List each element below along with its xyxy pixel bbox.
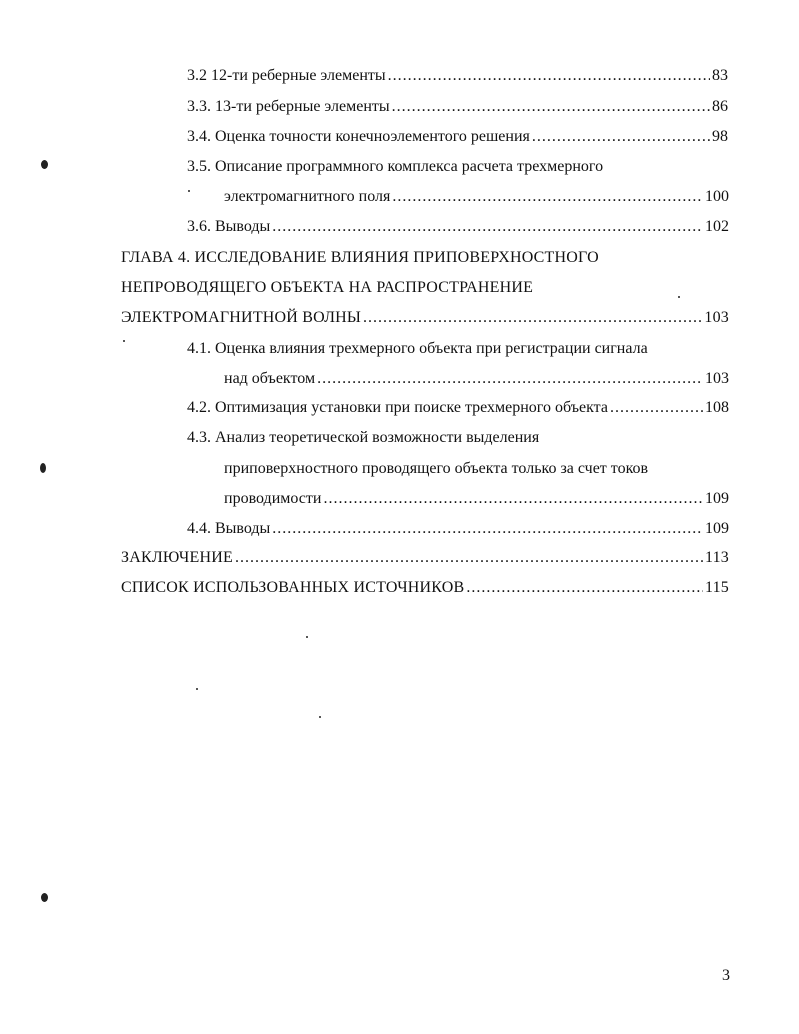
- toc-entry-page: 113: [704, 549, 729, 566]
- toc-entry-title: ЭЛЕКТРОМАГНИТНОЙ ВОЛНЫ: [121, 309, 362, 326]
- toc-entry-title-line1: 4.3. Анализ теоретической возможности выделения: [187, 429, 540, 446]
- toc-entry: [187, 97, 728, 117]
- dot-leader: [388, 66, 710, 86]
- scan-speck: [40, 463, 46, 473]
- toc-entry-page: 83: [712, 67, 728, 84]
- toc-entry-title: проводимости: [224, 490, 322, 507]
- toc-entry: [224, 369, 729, 389]
- toc-entry-title: 4.4. Выводы: [187, 520, 271, 537]
- toc-entry-page: 115: [704, 579, 729, 596]
- dot-leader: [363, 308, 702, 328]
- toc-entry: [187, 519, 729, 539]
- dot-leader: [272, 217, 703, 237]
- chapter-title-line1: ГЛАВА 4. ИССЛЕДОВАНИЕ ВЛИЯНИЯ ПРИПОВЕРХНОСТНОГО: [121, 249, 599, 266]
- toc-entry: [187, 398, 729, 418]
- toc-entry-page: 103: [705, 370, 729, 387]
- dot-leader: [323, 489, 703, 509]
- toc-entry-page: 102: [705, 218, 729, 235]
- toc-entry-page: 100: [705, 188, 729, 205]
- dot-leader: [532, 127, 710, 147]
- toc-entry: [187, 217, 729, 237]
- toc-entry-page: 109: [705, 490, 729, 507]
- scan-speck: [678, 296, 680, 298]
- toc-entry-title: электромагнитного поля: [224, 188, 391, 205]
- toc-entry: [121, 578, 729, 598]
- dot-leader: [317, 369, 703, 389]
- chapter-title-line2: НЕПРОВОДЯЩЕГО ОБЪЕКТА НА РАСПРОСТРАНЕНИЕ: [121, 279, 534, 296]
- toc-entry: [121, 548, 729, 568]
- toc-entry-page: 108: [705, 399, 729, 416]
- dot-leader: [392, 187, 703, 207]
- toc-entry-title: 3.6. Выводы: [187, 218, 271, 235]
- toc-entry-title: СПИСОК ИСПОЛЬЗОВАННЫХ ИСТОЧНИКОВ: [121, 579, 465, 596]
- toc-entry-title: ЗАКЛЮЧЕНИЕ: [121, 549, 233, 566]
- dot-leader: [466, 578, 703, 598]
- toc-entry-title-line2: приповерхностного проводящего объекта только за счет токов: [224, 460, 649, 477]
- toc-entry: [187, 127, 728, 147]
- toc-entry-title-line1: 3.5. Описание программного комплекса расчета трехмерного: [187, 158, 604, 175]
- toc-entry: [121, 308, 729, 328]
- toc-entry-title: 3.3. 13-ти реберные элементы: [187, 98, 390, 115]
- toc-entry: [224, 187, 729, 207]
- scan-speck: [188, 190, 190, 192]
- toc-entry-title: 4.2. Оптимизация установки при поиске трехмерного объекта: [187, 399, 608, 416]
- toc-entry: [187, 66, 728, 86]
- dot-leader: [272, 519, 703, 539]
- page-number: 3: [722, 967, 730, 984]
- toc-entry: [224, 489, 729, 509]
- toc-entry-title-line1: 4.1. Оценка влияния трехмерного объекта при регистрации сигнала: [187, 340, 648, 357]
- toc-entry-page: 103: [704, 309, 729, 326]
- toc-entry-page: 98: [712, 128, 728, 145]
- toc-entry-title: 3.2 12-ти реберные элементы: [187, 67, 386, 84]
- scan-speck: [123, 340, 125, 342]
- dot-leader: [392, 97, 710, 117]
- scan-speck: [306, 636, 308, 638]
- dot-leader: [610, 398, 703, 418]
- toc-entry-page: 86: [712, 98, 728, 115]
- toc-entry-title: 3.4. Оценка точности конечноэлементого решения: [187, 128, 530, 145]
- toc-entry-page: 109: [705, 520, 729, 537]
- scan-speck: [319, 716, 321, 718]
- scan-speck: [196, 688, 198, 690]
- dot-leader: [235, 548, 703, 568]
- scan-speck: [41, 160, 48, 169]
- scan-speck: [41, 893, 48, 902]
- toc-entry-title: над объектом: [224, 370, 316, 387]
